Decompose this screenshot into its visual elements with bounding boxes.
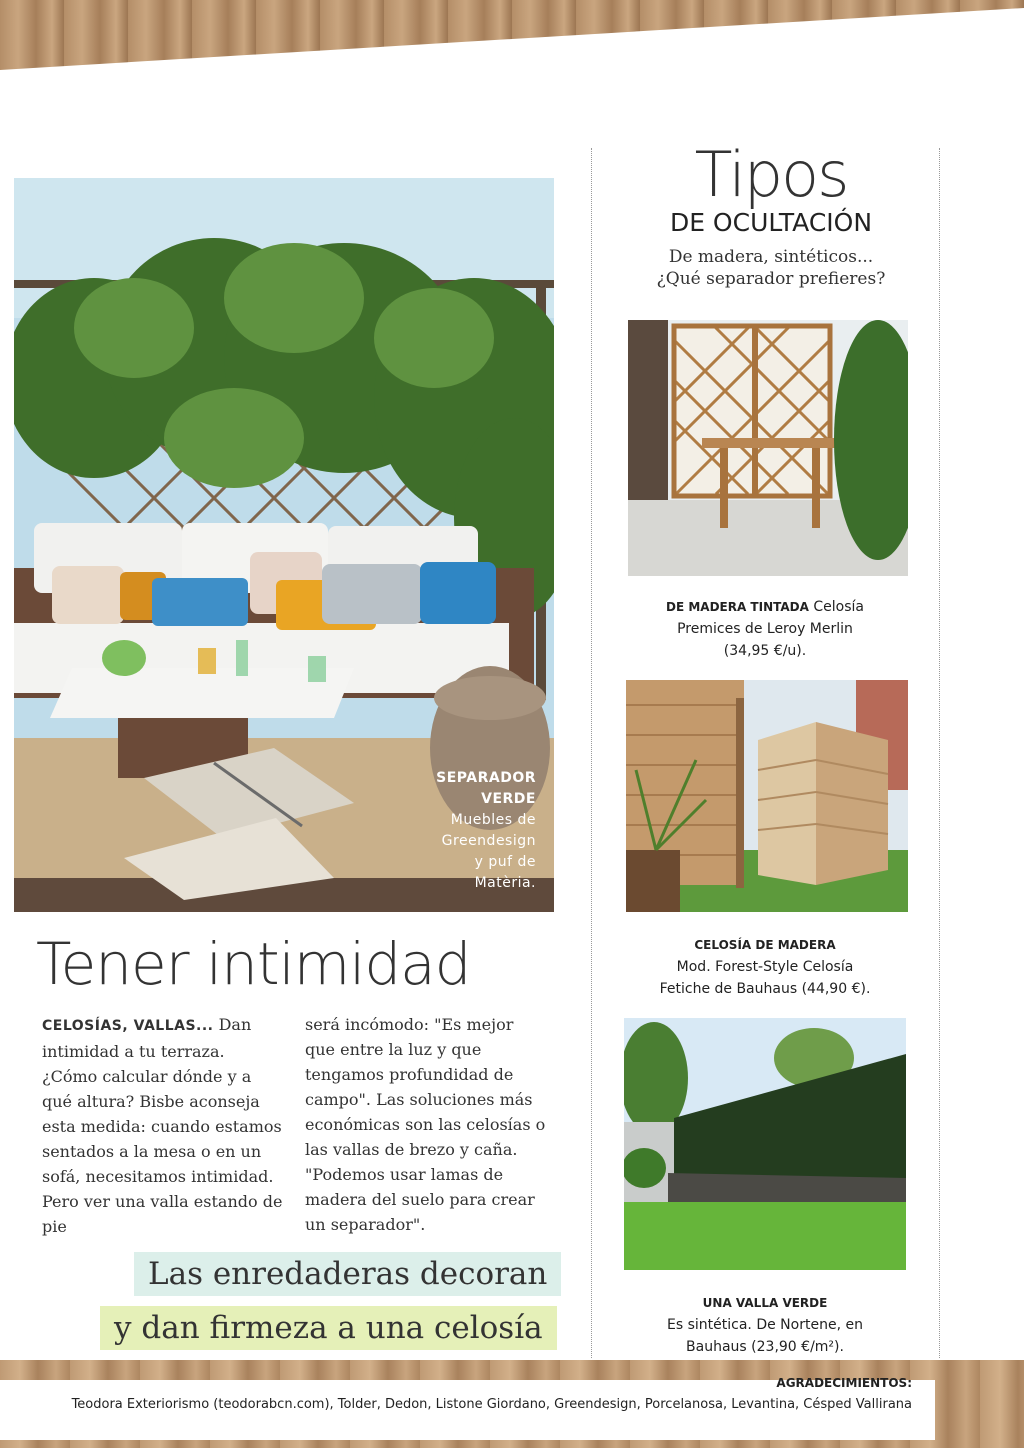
caption-heading-2: VERDE (481, 791, 536, 807)
pull-quote-line-1: Las enredaderas decoran (134, 1252, 561, 1296)
item-caption-2 (610, 934, 920, 1000)
sidebar-subtitle-line-2: ¿Qué separador prefieres? (656, 269, 886, 289)
item-heading-2: CELOSÍA DE MADERA (694, 938, 836, 952)
sidebar-subtitle (596, 246, 946, 290)
item-caption-1 (610, 596, 920, 662)
caption-body-1: Muebles de (450, 812, 536, 828)
item-heading-3: UNA VALLA VERDE (702, 1296, 828, 1310)
item-heading-1: DE MADERA TINTADA (666, 600, 809, 614)
wood-background-top (0, 0, 1024, 70)
item-1-line-1: Celosía (808, 599, 864, 615)
credits-list: Teodora Exteriorismo (teodorabcn.com), Tolder, Dedon, Listone Giordano, Greendesign, Porcelanosa, Levantina, Césped Vallirana (71, 1397, 912, 1412)
credits-heading: AGRADECIMIENTOS: (776, 1376, 912, 1390)
sidebar-divider-left (591, 148, 592, 1358)
item-2-line-1: Mod. Forest-Style Celosía (676, 959, 854, 975)
caption-body-2: Greendesign (441, 833, 536, 849)
article-col1-text: Dan intimidad a tu terraza. ¿Cómo calcular dónde y a qué altura? Bisbe aconseja esta medida: cuando estamos sentados a la mesa o en un sofá, necesitamos intimidad. Pero ver una valla estando de pie (42, 1015, 283, 1236)
lattice-illustration (628, 320, 908, 576)
article-col2-text: será incómodo: "Es mejor que entre la luz y que tengamos profundidad de campo". Las soluciones más económicas son las celosías o las vallas de brezo y caña. "Podemos usar lamas de madera del suelo para crear un separador". (305, 1015, 546, 1234)
item-1-line-3: (34,95 €/u). (723, 643, 807, 659)
sidebar-subtitle-line-1: De madera, sintéticos... (668, 247, 874, 267)
wood-screen-illustration (626, 680, 908, 912)
main-terrace-photo (14, 178, 554, 912)
item-caption-3 (610, 1292, 920, 1358)
caption-body-3: y puf de (474, 854, 536, 870)
lattice-photo (628, 320, 908, 576)
item-3-line-2: Bauhaus (23,90 €/m²). (686, 1339, 844, 1355)
sidebar-divider-right (939, 148, 940, 1358)
sidebar-title: Tipos (694, 138, 848, 211)
item-1-line-2: Premices de Leroy Merlin (677, 621, 853, 637)
article-column-2 (305, 1012, 547, 1237)
item-3-line-1: Es sintética. De Nortene, en (667, 1317, 863, 1333)
green-fence-illustration (624, 1018, 906, 1270)
photo-caption (436, 768, 536, 894)
wood-screen-photo (626, 680, 908, 912)
sidebar-title-sub: DE OCULTACIÓN (669, 208, 873, 237)
caption-body-4: Matèria. (474, 875, 536, 891)
article-title: Tener intimidad (36, 930, 471, 998)
caption-heading-1: SEPARADOR (436, 770, 536, 786)
article-column-1 (42, 1012, 284, 1239)
item-2-line-2: Fetiche de Bauhaus (44,90 €). (659, 981, 871, 997)
pull-quote-line-2: y dan firmeza a una celosía (100, 1306, 557, 1350)
article-lead: CELOSÍAS, VALLAS... (42, 1018, 214, 1034)
green-fence-photo (624, 1018, 906, 1270)
